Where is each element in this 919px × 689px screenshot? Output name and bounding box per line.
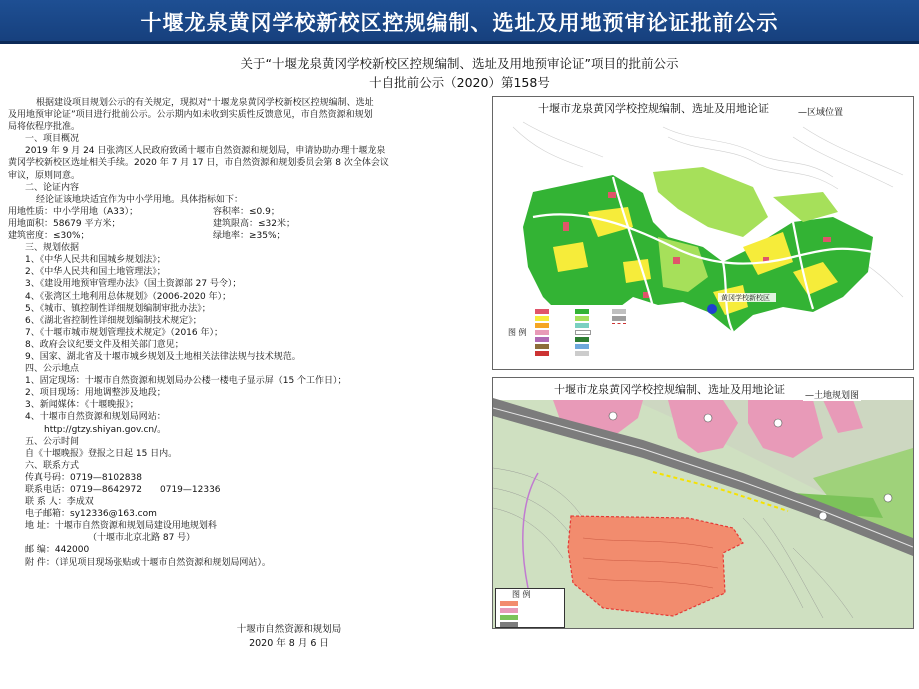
section-heading: 二、论证内容 — [25, 182, 80, 193]
signoff-date: 2020 年 8 月 6 日 — [249, 638, 329, 649]
green-ratio: 绿地率：≥35%； — [213, 231, 286, 242]
address-line: 地 址：十堰市自然资源和规划局建设用地规划科 — [25, 521, 217, 532]
height-limit: 建筑限高：≤32米； — [213, 218, 295, 229]
land-plan-map — [492, 377, 914, 629]
land-plan-legend-swatches — [500, 600, 521, 628]
legend-swatch — [535, 309, 549, 314]
basis-item: 4、《张湾区土地利用总体规划》（2006-2020 年）； — [25, 291, 232, 302]
residential-parcel — [623, 259, 651, 283]
fax-line: 传真号码：0719—8102838 — [25, 472, 142, 483]
basis-item: 6、《湖北省控制性详细规划编制技术规定》； — [25, 315, 202, 326]
land-plan-title: 十堰市龙泉黄冈学校控规编制、选址及用地论证 — [551, 381, 788, 397]
intro-line: 局将依程序批准。 — [8, 122, 81, 133]
land-plan-subtitle: —土地规划图 — [803, 388, 861, 401]
basis-item: 7、《十堰市城市规划管理技术规定》（2016 年）； — [25, 327, 223, 338]
floor-area-ratio: 容积率：≤0.9； — [213, 206, 280, 217]
legend-swatch — [575, 316, 589, 321]
land-plan-legend-label: 图 例 — [512, 590, 531, 599]
signoff-org: 十堰市自然资源和规划局 — [236, 624, 342, 635]
location-map-title: 十堰市龙泉黄冈学校控规编制、选址及用地论证 — [538, 102, 769, 115]
place-item: 4、十堰市自然资源和规划局网站： — [25, 412, 166, 423]
indicator-row — [8, 230, 478, 242]
section-heading: 一、项目概况 — [25, 134, 80, 145]
location-map-subtitle: —区域位置 — [798, 108, 844, 118]
legend-swatch — [575, 309, 589, 314]
legend-swatch — [575, 323, 589, 328]
signoff — [214, 623, 364, 651]
legend-swatch — [535, 344, 549, 349]
indicator-row — [8, 206, 478, 218]
legend-swatch — [535, 351, 549, 356]
legend-swatch — [535, 323, 549, 328]
phone-secondary: 0719—12336 — [160, 485, 221, 495]
address-line-2: （十堰市北京北路 87 号） — [88, 533, 196, 544]
legend-swatch — [500, 622, 518, 627]
header-banner — [0, 0, 919, 44]
legend-swatch — [535, 316, 549, 321]
legend-swatch — [575, 344, 589, 349]
contact-line: 联 系 人：李成双 — [25, 497, 94, 508]
section-heading: 五、公示时间 — [25, 436, 80, 447]
intro-line: 及用地预审论证”项目进行批前公示。公示期内如未收到实质性反馈意见，市自然资源和规划 — [8, 110, 373, 121]
basis-item: 3、《建设用地预审管理办法》（国土资源部 27 号令）； — [25, 279, 242, 290]
indicator-row — [8, 218, 478, 230]
banner-title: 十堰龙泉黄冈学校新校区控规编制、选址及用地预审论证批前公示 — [140, 11, 779, 35]
legend-swatch — [500, 615, 518, 620]
notice-body — [8, 97, 478, 569]
legend-swatch — [612, 323, 626, 327]
legend-swatch — [500, 601, 518, 606]
notice-title: 关于“十堰龙泉黄冈学校新校区控规编制、选址及用地预审论证”项目的批前公示 — [240, 56, 679, 71]
legend-swatches-col3 — [612, 308, 629, 329]
land-plan-legend — [495, 588, 565, 628]
legend-swatch — [535, 337, 549, 342]
legend-swatch — [500, 608, 518, 613]
phone-primary: 联系电话：0719—8642972 — [25, 485, 142, 495]
body-line: 自《十堰晚报》登报之日起 15 日内。 — [25, 448, 178, 459]
light-green-parcel — [773, 192, 838, 222]
legend-swatch — [612, 309, 626, 314]
section-heading: 三、规划依据 — [25, 243, 80, 254]
basis-item: 1、《中华人民共和国城乡规划法》； — [25, 255, 166, 266]
site-marker — [707, 304, 717, 314]
light-green-parcel — [653, 167, 768, 237]
basis-item: 9、国家、湖北省及十堰市城乡规划及土地相关法律法规与技术规范。 — [25, 351, 301, 362]
email-line: 电子邮箱：sy12336@163.com — [25, 509, 157, 520]
legend-swatch — [612, 316, 626, 321]
place-item: 1、固定现场：十堰市自然资源和规划局办公楼一楼电子显示屏（15 个工作日）； — [25, 376, 347, 387]
attachment-line: 附 件：（详见项目现场张贴或十堰市自然资源和规划局网站）。 — [25, 557, 271, 568]
building-density: 建筑密度：≤30%； — [8, 231, 90, 242]
legend-swatch — [575, 351, 589, 356]
legend-swatch — [575, 337, 589, 342]
site-label: 黄冈学校新校区 — [721, 294, 770, 302]
body-line: 经论证该地块适宜作为中小学用地。具体指标如下： — [36, 194, 244, 205]
place-item: 3、新闻媒体：《十堰晚报》； — [25, 400, 139, 411]
body-line: 黄冈学校新校区选址相关手续。2020 年 7 月 17 日，市自然资源和规划委员会第 8 次全体会议 — [8, 158, 389, 169]
location-map — [492, 96, 914, 370]
basis-item: 5、《城市、镇控制性详细规划编制审批办法》； — [25, 303, 211, 314]
legend-swatch — [575, 330, 591, 335]
intro-line: 根据建设项目规划公示的有关规定，现拟对“十堰龙泉黄冈学校新校区控规编制、选址 — [36, 98, 374, 108]
legend-swatches-col1 — [535, 308, 552, 357]
basis-item: 8、政府会议纪要文件及相关部门意见； — [25, 339, 184, 350]
section-heading: 六、联系方式 — [25, 460, 80, 471]
legend-swatch — [535, 330, 549, 335]
legend-swatches-col2 — [575, 308, 594, 357]
land-area: 用地面积：58679 平方米； — [8, 218, 121, 229]
legend-label: 图 例 — [508, 328, 527, 337]
location-map-legend — [500, 305, 650, 363]
website-link[interactable]: http://gtzy.shiyan.gov.cn/。 — [44, 424, 167, 435]
residential-parcel — [553, 242, 588, 272]
basis-item: 2、《中华人民共和国土地管理法》； — [25, 267, 166, 278]
notice-number: 十自批前公示（2020）第158号 — [369, 75, 550, 90]
place-item: 2、项目现场：用地调整涉及地段； — [25, 388, 166, 399]
postcode-line: 邮 编：442000 — [25, 545, 90, 556]
phone-line — [8, 484, 478, 496]
land-nature: 用地性质：中小学用地（A33）； — [8, 206, 139, 217]
banner-underline — [0, 41, 919, 44]
section-heading: 四、公示地点 — [25, 364, 80, 375]
body-line: 审议，原则同意。 — [8, 170, 81, 181]
body-line: 2019 年 9 月 24 日张湾区人民政府致函十堰市自然资源和规划局，申请协助办理十堰龙泉 — [25, 146, 386, 157]
